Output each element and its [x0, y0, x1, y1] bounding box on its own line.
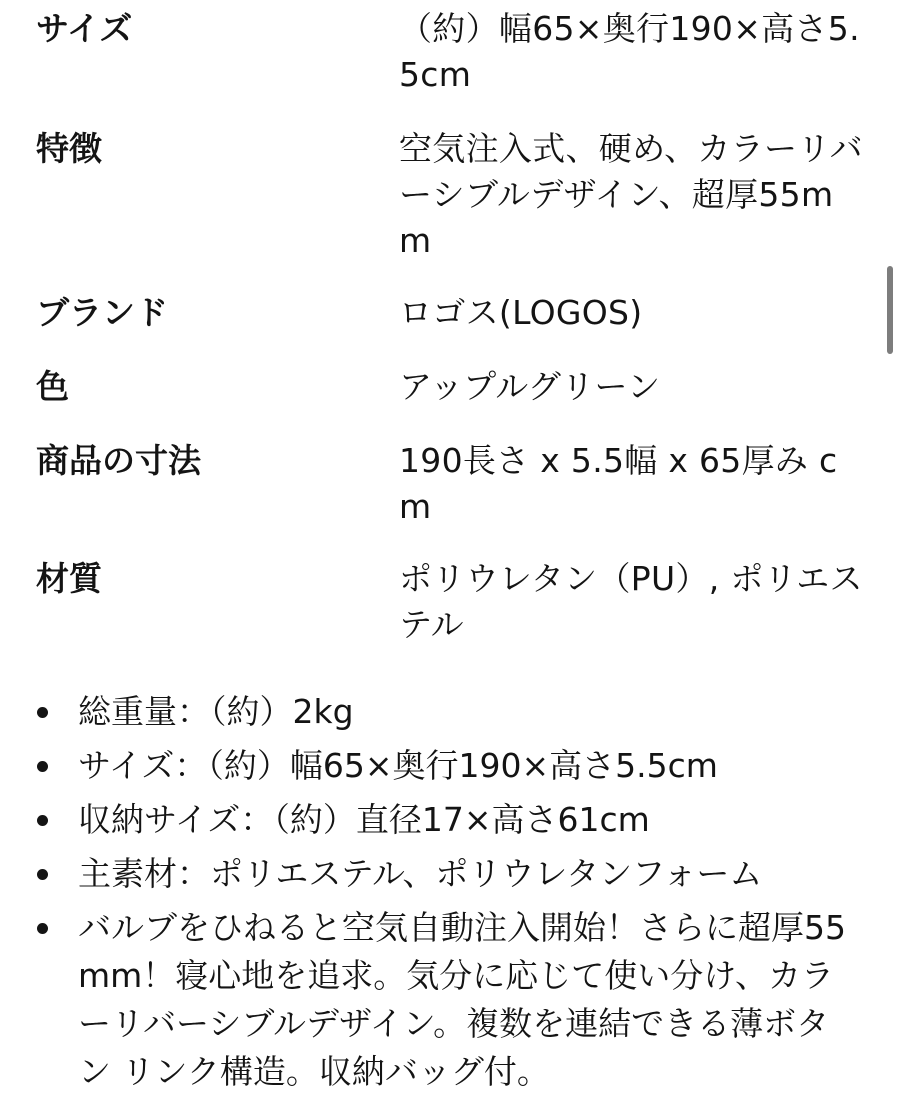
- spec-value: 空気注入式、硬め、カラーリバーシブルデザイン、超厚55mm: [399, 129, 863, 260]
- spec-value: 190長さ x 5.5幅 x 65厚み cm: [399, 441, 838, 526]
- bullet-item: 主素材：ポリエステル、ポリウレタンフォーム: [0, 850, 902, 898]
- bullet-item: 総重量：（約）2kg: [0, 688, 902, 736]
- feature-bullet-list: [0, 688, 902, 1102]
- spec-label: サイズ: [36, 9, 133, 48]
- bullet-item: サイズ：（約）幅65×奥行190×高さ5.5cm: [0, 742, 902, 790]
- spec-label: 特徴: [36, 129, 102, 168]
- spec-value: （約）幅65×奥行190×高さ5.5cm: [399, 9, 860, 94]
- spec-label: 色: [36, 367, 69, 406]
- spec-value: アップルグリーン: [399, 367, 661, 406]
- scrollbar-thumb[interactable]: [887, 266, 893, 354]
- bullet-item: 収納サイズ：（約）直径17×高さ61cm: [0, 796, 902, 844]
- spec-label: 材質: [36, 559, 102, 598]
- spec-label: ブランド: [36, 293, 168, 332]
- bullet-item: バルブをひねると空気自動注入開始！さらに超厚55mm！寝心地を追求。気分に応じて使い分け、カラーリバーシブルデザイン。複数を連結できる薄ボタン リンク構造。収納バッグ付。: [0, 904, 902, 1096]
- spec-label: 商品の寸法: [36, 441, 201, 480]
- spec-value: ポリウレタン（PU）, ポリエステル: [399, 559, 863, 644]
- spec-value: ロゴス(LOGOS): [399, 293, 643, 332]
